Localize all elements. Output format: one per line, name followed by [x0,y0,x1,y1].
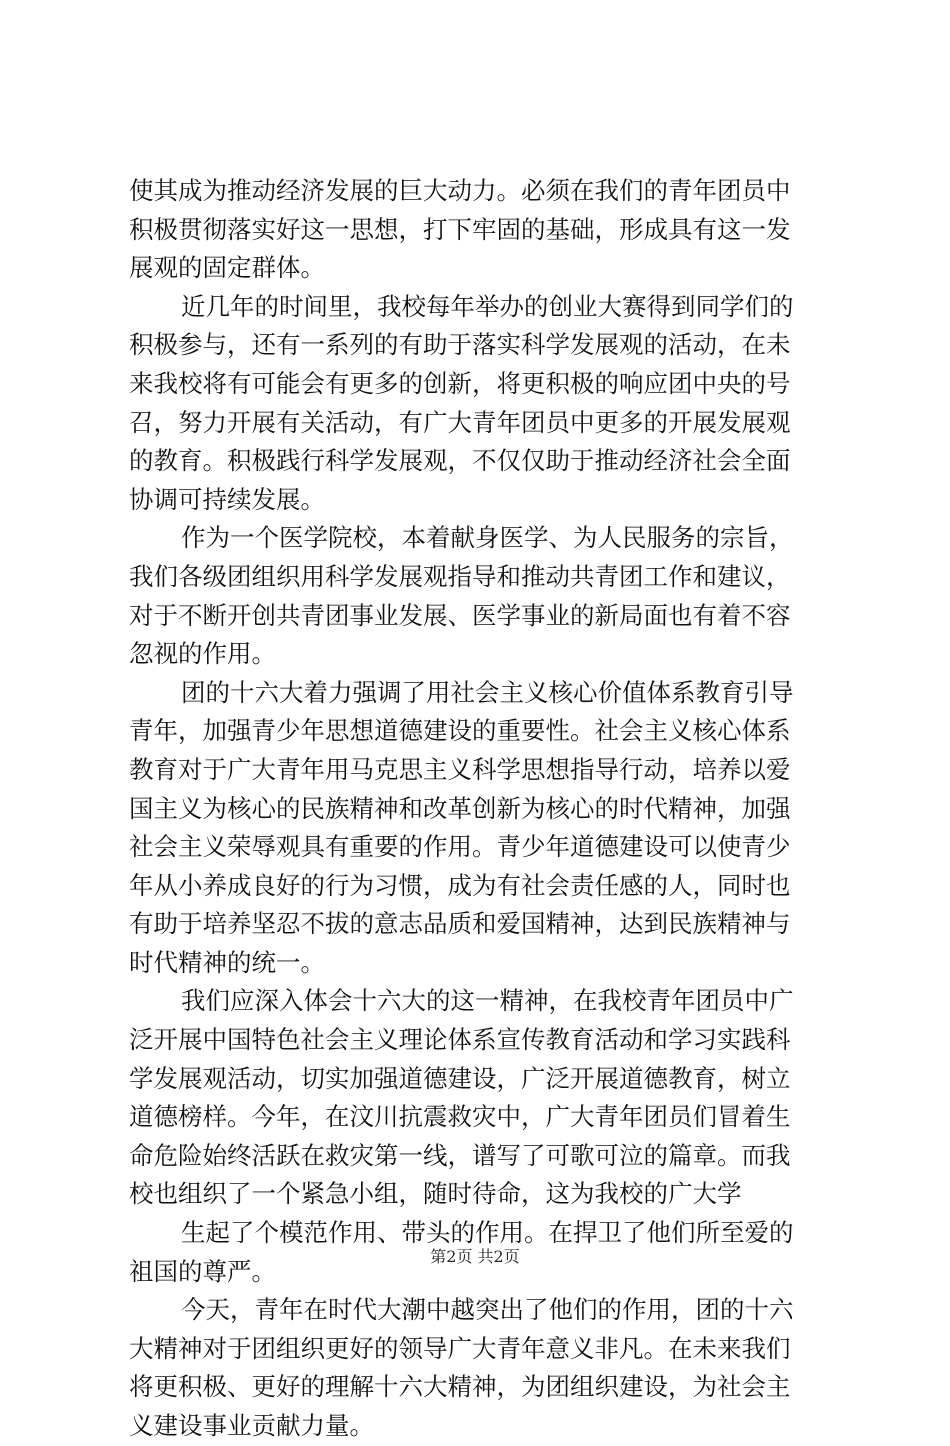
text-line: 大精神对于团组织更好的领导广大青年意义非凡。在未来我们 [129,1333,791,1363]
text-line: 社会主义荣辱观具有重要的作用。青少年道德建设可以使青少 [129,832,791,862]
text-line: 对于不断开创共青团事业发展、医学事业的新局面也有着不容 [129,600,791,630]
text-line: 忽视的作用。 [129,639,276,669]
text-line: 教育对于广大青年用马克思主义科学思想指导行动，培养以爱 [129,754,791,784]
text-line: 使其成为推动经济发展的巨大动力。必须在我们的青年团员中 [129,176,791,205]
text-line: 的教育。积极践行科学发展观，不仅仅助于推动经济社会全面 [129,446,791,476]
text-line: 生起了个模范作用、带头的作用。在捍卫了他们所至爱的 [181,1218,794,1248]
text-line: 召，努力开展有关活动，有广大青年团员中更多的开展发展观 [129,407,791,437]
text-line: 学发展观活动，切实加强道德建设，广泛开展道德教育，树立 [129,1063,791,1093]
text-line: 团的十六大着力强调了用社会主义核心价值体系教育引导 [181,677,794,707]
text-line: 泛开展中国特色社会主义理论体系宣传教育活动和学习实践科 [129,1025,791,1055]
text-line: 协调可持续发展。 [129,484,325,514]
page-footer: 第2页 共2页 [430,1247,520,1266]
text-line: 近几年的时间里，我校每年举办的创业大赛得到同学们的 [181,291,794,321]
text-line: 作为一个医学院校，本着献身医学、为人民服务的宗旨， [181,523,794,553]
text-line: 青年，加强青少年思想道德建设的重要性。社会主义核心体系 [129,716,791,746]
text-line: 我们各级团组织用科学发展观指导和推动共青团工作和建议， [129,561,791,591]
text-line: 祖国的尊严。 [129,1256,276,1286]
text-line: 国主义为核心的民族精神和改革创新为核心的时代精神，加强 [129,793,791,823]
text-line: 积极贯彻落实好这一思想，打下牢固的基础，形成具有这一发 [129,214,791,244]
text-line: 来我校将有可能会有更多的创新，将更积极的响应团中央的号 [129,368,791,398]
text-line: 展观的固定群体。 [129,253,325,283]
text-line: 积极参与，还有一系列的有助于落实科学发展观的活动，在未 [129,330,791,360]
text-line: 今天，青年在时代大潮中越突出了他们的作用，团的十六 [181,1295,794,1325]
text-line: 有助于培养坚忍不拔的意志品质和爱国精神，达到民族精神与 [129,909,791,939]
text-line: 义建设事业贡献力量。 [129,1411,374,1440]
text-line: 时代精神的统一。 [129,947,325,977]
text-line: 年从小养成良好的行为习惯，成为有社会责任感的人，同时也 [129,870,791,900]
text-line: 将更积极、更好的理解十六大精神，为团组织建设，为社会主 [129,1372,791,1402]
text-line: 校也组织了一个紧急小组，随时待命，这为我校的广大学 [129,1179,742,1209]
text-line: 道德榜样。今年，在汶川抗震救灾中，广大青年团员们冒着生 [129,1102,791,1132]
text-line: 我们应深入体会十六大的这一精神，在我校青年团员中广 [181,986,794,1016]
text-line: 命危险始终活跃在救灾第一线，谱写了可歌可泣的篇章。而我 [129,1140,791,1170]
